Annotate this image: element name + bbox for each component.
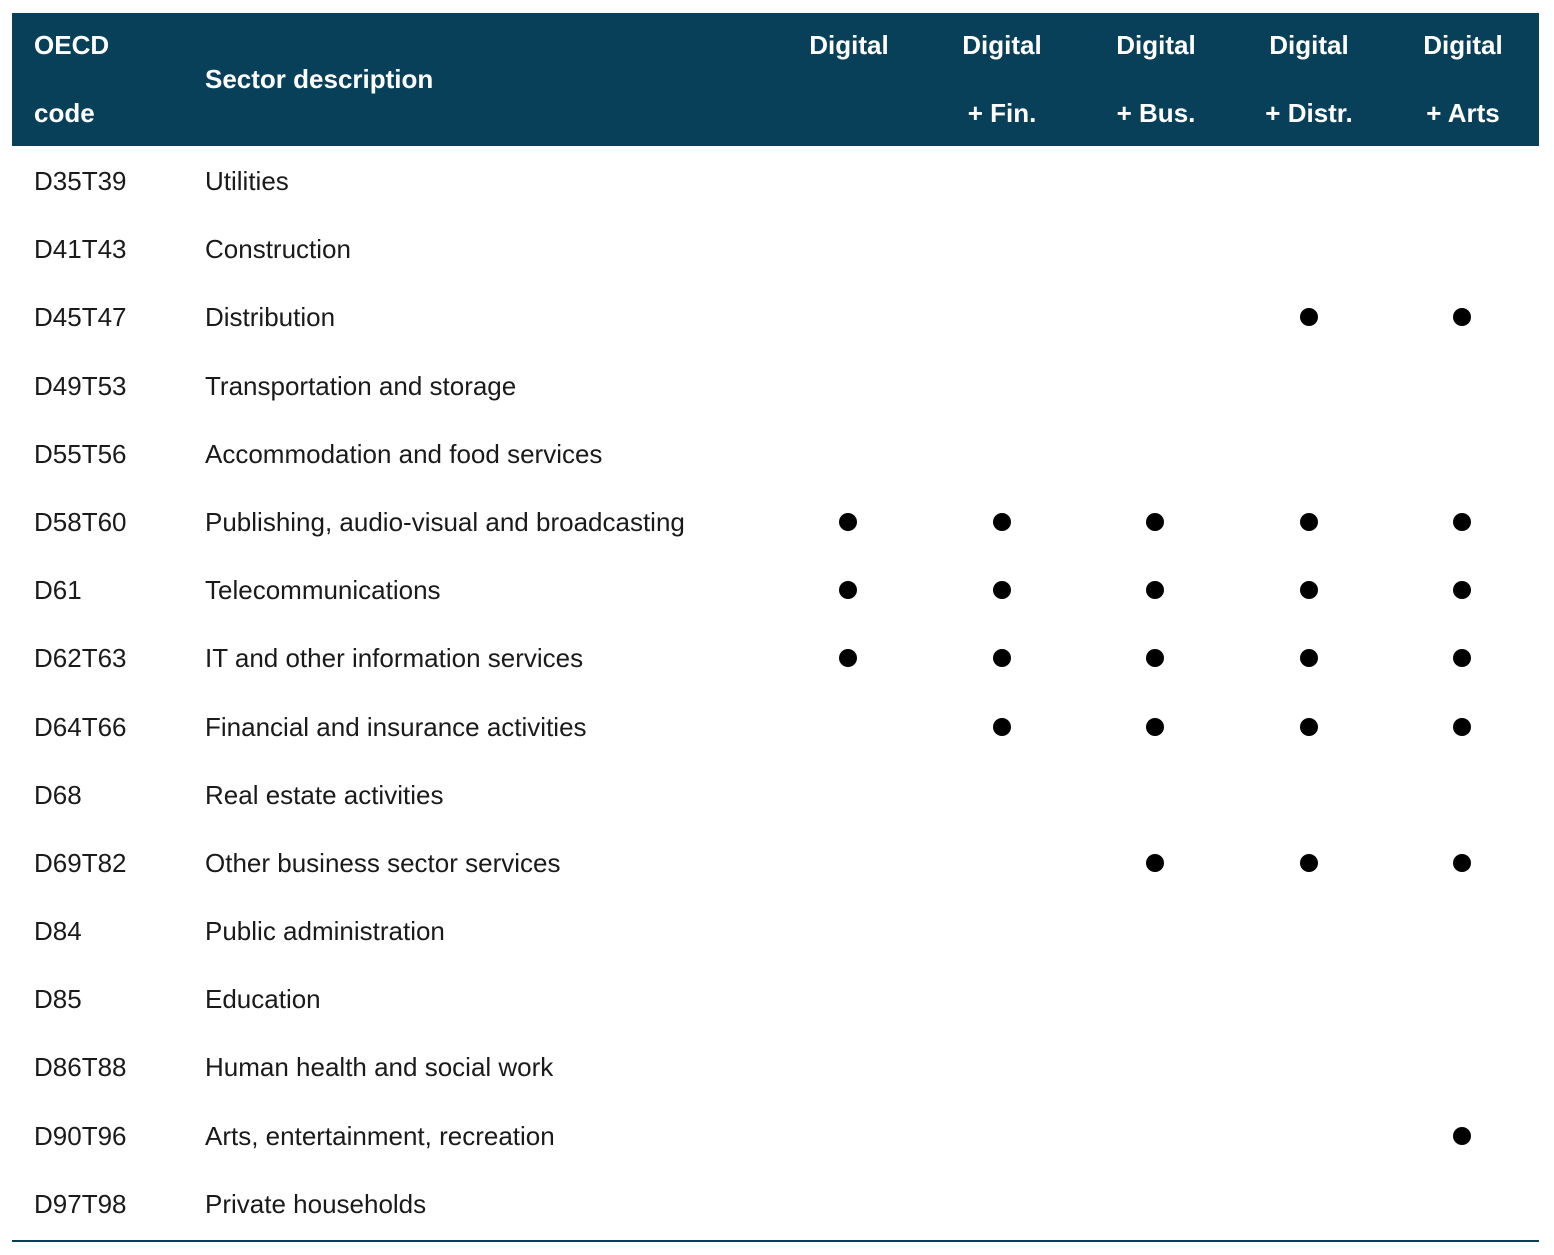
row-code: D86T88 (34, 1052, 127, 1083)
row-code: D61 (34, 575, 82, 606)
row-description: Accommodation and food services (205, 438, 603, 469)
row-code: D55T56 (34, 438, 127, 469)
row-description: Publishing, audio-visual and broadcasting (205, 506, 685, 537)
header-col-line1: Digital (809, 30, 889, 60)
header-col-line2: + Arts (1426, 98, 1500, 128)
header-col-line2: + Fin. (967, 98, 1037, 128)
inclusion-dot (1300, 513, 1318, 531)
inclusion-dot (1453, 649, 1471, 667)
row-description: Utilities (205, 166, 289, 196)
row-description: Construction (205, 234, 351, 265)
row-code: D84 (34, 916, 82, 947)
header-col-line1: Digital (962, 30, 1042, 60)
row-description: Telecommunications (205, 575, 441, 606)
table-row (12, 760, 1539, 828)
row-description: Private households (205, 1188, 427, 1219)
inclusion-dot (1453, 718, 1471, 736)
row-description: Distribution (205, 302, 336, 333)
row-code: D45T47 (34, 302, 127, 333)
inclusion-dot (839, 513, 857, 531)
row-code: D62T63 (34, 643, 127, 674)
table-header (12, 13, 1539, 146)
table-row (12, 828, 1539, 896)
header-col-line2: + Bus. (1116, 98, 1196, 128)
inclusion-dot (993, 718, 1011, 736)
table-row (12, 964, 1539, 1032)
table-row (12, 351, 1539, 419)
table-row (12, 555, 1539, 623)
row-code: D41T43 (34, 234, 127, 265)
inclusion-dot (1300, 308, 1318, 326)
bottom-rule (12, 1240, 1539, 1242)
row-code: D49T53 (34, 370, 127, 401)
inclusion-dot (1453, 308, 1471, 326)
inclusion-dot (839, 649, 857, 667)
table-row (12, 692, 1539, 760)
header-sector-description: Sector description (205, 64, 434, 94)
row-code: D64T66 (34, 711, 127, 742)
table-row (12, 623, 1539, 691)
inclusion-dot (1146, 854, 1164, 872)
inclusion-dot (993, 513, 1011, 531)
inclusion-dot (1146, 513, 1164, 531)
row-description: Financial and insurance activities (205, 711, 587, 742)
row-code: D58T60 (34, 506, 127, 537)
inclusion-dot (1453, 1127, 1471, 1145)
row-description: Human health and social work (205, 1052, 554, 1083)
table-body (12, 146, 1539, 1237)
row-code: D90T96 (34, 1120, 127, 1151)
inclusion-dot (993, 649, 1011, 667)
row-description: Public administration (205, 916, 445, 947)
row-description: Transportation and storage (205, 370, 517, 401)
inclusion-dot (1453, 581, 1471, 599)
header-col-line2: + Distr. (1265, 98, 1353, 128)
inclusion-dot (1453, 513, 1471, 531)
inclusion-dot (1300, 854, 1318, 872)
table-row (12, 1169, 1539, 1237)
table-row (12, 282, 1539, 350)
inclusion-dot (993, 581, 1011, 599)
table-row (12, 146, 1539, 214)
row-code: D85 (34, 984, 82, 1015)
inclusion-dot (1300, 649, 1318, 667)
header-code-line1: OECD (34, 30, 110, 60)
table-row (12, 1101, 1539, 1169)
header-col-line1: Digital (1116, 30, 1196, 60)
row-description: Education (205, 984, 321, 1015)
row-description: IT and other information services (205, 643, 584, 674)
table-row (12, 1032, 1539, 1100)
header-col-line1: Digital (1269, 30, 1349, 60)
row-code: D68 (34, 779, 82, 810)
inclusion-dot (1146, 581, 1164, 599)
table-row (12, 214, 1539, 282)
header-code-line2: code (34, 98, 95, 128)
row-description: Arts, entertainment, recreation (205, 1120, 555, 1151)
inclusion-dot (1300, 581, 1318, 599)
table-row (12, 487, 1539, 555)
inclusion-dot (1300, 718, 1318, 736)
inclusion-dot (1453, 854, 1471, 872)
row-code: D35T39 (34, 166, 127, 196)
row-code: D97T98 (34, 1188, 127, 1219)
inclusion-dot (839, 581, 857, 599)
row-description: Real estate activities (205, 779, 444, 810)
sector-table (12, 13, 1539, 1237)
row-code: D69T82 (34, 847, 127, 878)
row-description: Other business sector services (205, 847, 561, 878)
inclusion-dot (1146, 718, 1164, 736)
table-row (12, 419, 1539, 487)
inclusion-dot (1146, 649, 1164, 667)
header-col-line1: Digital (1423, 30, 1503, 60)
table-row (12, 896, 1539, 964)
